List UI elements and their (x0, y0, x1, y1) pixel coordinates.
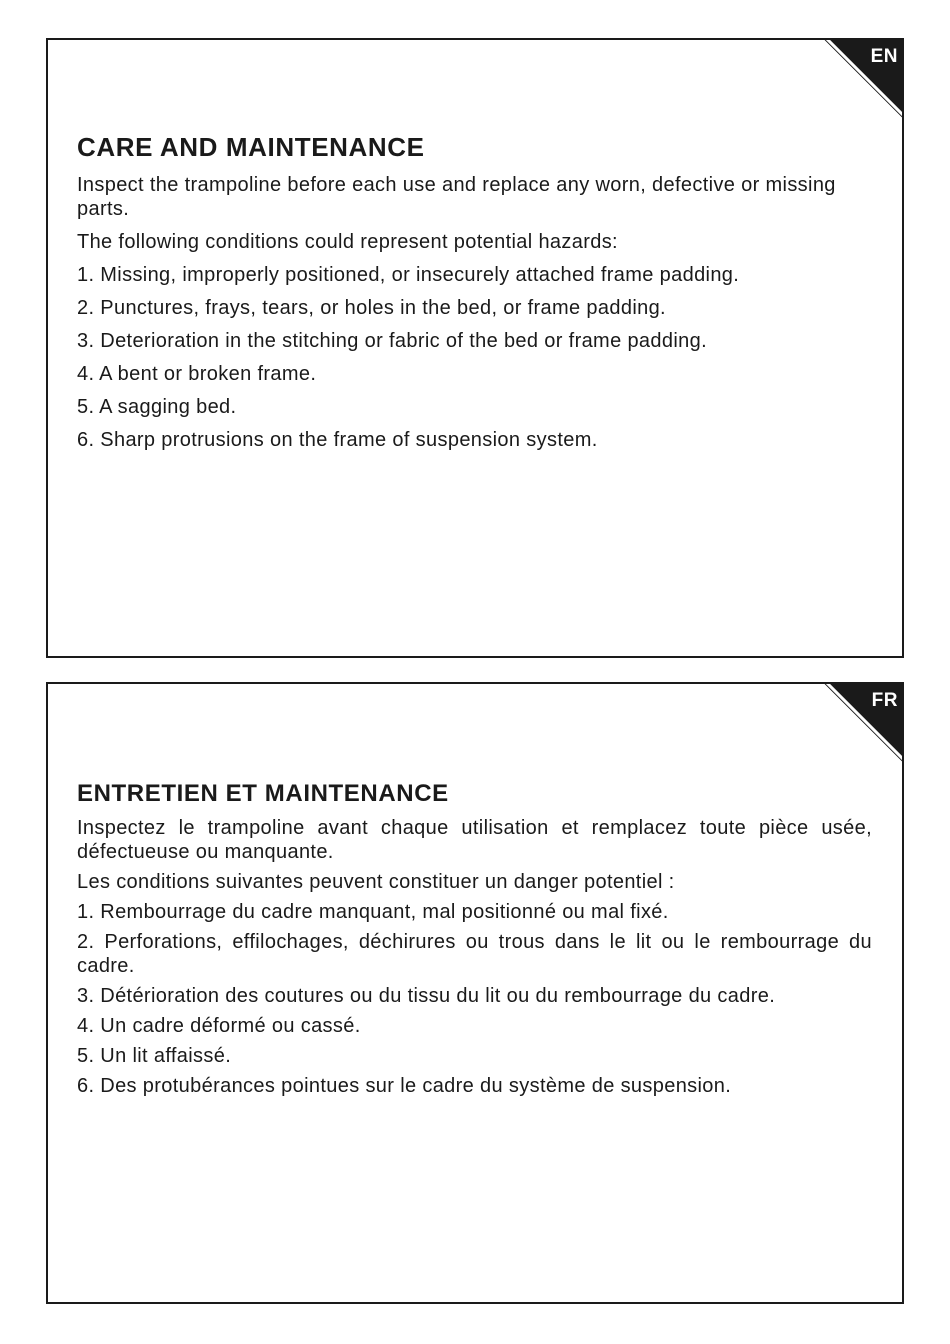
hazards-intro: The following conditions could represent potential hazards: (77, 231, 618, 253)
intro-paragraph: Inspect the trampoline before each use and replace any worn, defective or missing parts. (77, 174, 836, 220)
english-section (46, 38, 904, 658)
list-item: 6. Sharp protrusions on the frame of suspension system. (77, 429, 598, 451)
intro-paragraph: Inspectez le trampoline avant chaque utilisation et remplacez toute pièce usée, défectueuse ou manquante. (77, 817, 872, 863)
list-item: 4. Un cadre déformé ou cassé. (77, 1015, 361, 1037)
list-item: 4. A bent or broken frame. (77, 363, 317, 385)
list-item: 2. Perforations, effilochages, déchirures ou trous dans le lit ou le rembourrage du cadre. (77, 931, 872, 977)
list-item: 2. Punctures, frays, tears, or holes in the bed, or frame padding. (77, 297, 666, 319)
list-item: 1. Missing, improperly positioned, or insecurely attached frame padding. (77, 264, 740, 286)
section-heading: CARE AND MAINTENANCE (77, 132, 425, 162)
language-corner-badge (824, 38, 904, 118)
list-item: 3. Deterioration in the stitching or fabric of the bed or frame padding. (77, 330, 707, 352)
language-corner-badge (824, 682, 904, 762)
french-section (46, 682, 904, 1304)
hazards-intro: Les conditions suivantes peuvent constituer un danger potentiel : (77, 871, 675, 893)
list-item: 5. A sagging bed. (77, 396, 237, 418)
section-content (77, 132, 872, 461)
language-badge-label: EN (870, 46, 898, 67)
list-item: 5. Un lit affaissé. (77, 1045, 232, 1067)
section-content (77, 780, 872, 1104)
list-item: 6. Des protubérances pointues sur le cadre du système de suspension. (77, 1075, 732, 1097)
language-badge-label: FR (871, 690, 898, 711)
list-item: 3. Détérioration des coutures ou du tissu du lit ou du rembourrage du cadre. (77, 985, 776, 1007)
section-heading: ENTRETIEN ET MAINTENANCE (77, 780, 449, 807)
list-item: 1. Rembourrage du cadre manquant, mal positionné ou mal fixé. (77, 901, 669, 923)
